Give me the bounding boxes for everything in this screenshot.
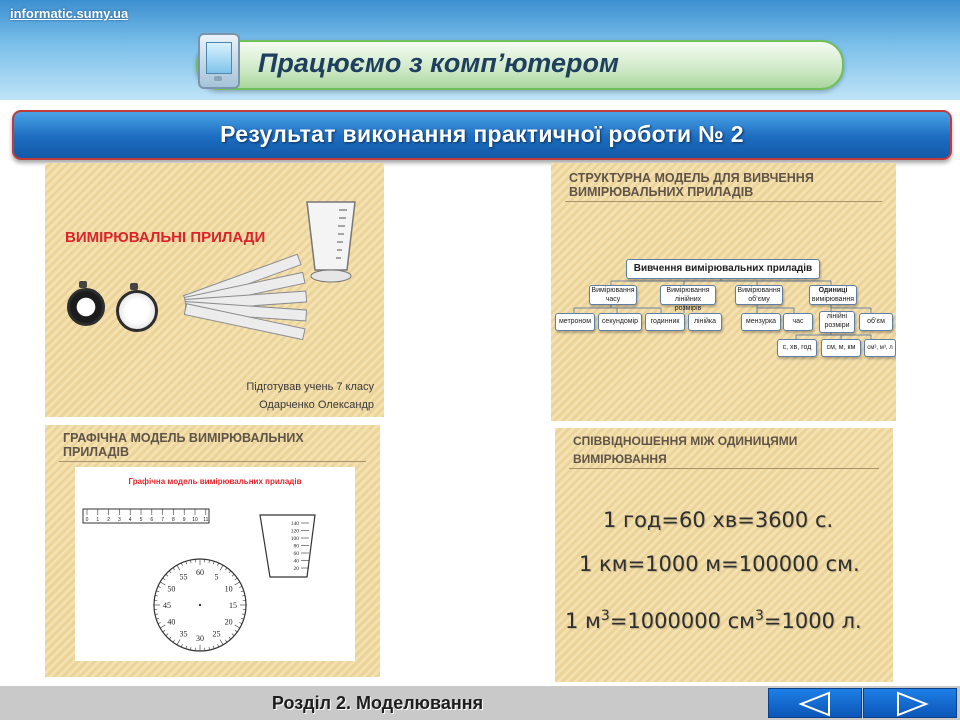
triangle-right-icon — [864, 689, 958, 719]
tree-category-units: Одиниці вимірювання — [809, 285, 857, 305]
graphic-model-canvas — [75, 467, 355, 661]
dial-number: 30 — [196, 634, 204, 643]
stopwatch-crown-icon — [79, 281, 87, 288]
credit-author-name: Одарченко Олександр — [259, 399, 374, 411]
tree-leaf-metronome: метроном — [555, 313, 595, 331]
equation-length: 1 км=1000 м=100000 см. — [579, 552, 860, 576]
slide-structural-model[interactable] — [551, 163, 896, 421]
beaker-tick-label: 80 — [294, 544, 300, 550]
slide-heading-line1: СПІВВІДНОШЕННЯ МІЖ ОДИНИЦЯМИ — [573, 434, 797, 448]
dial-number: 35 — [180, 630, 188, 639]
tree-leaf-ruler: лінійка — [688, 313, 722, 331]
ruler-tick-label: 5 — [140, 517, 143, 523]
tree-category-volume: Вимірювання об’єму — [735, 285, 783, 305]
tree-leaf-stopwatch: секундомір — [598, 313, 642, 331]
tree-unit-length: см, м, км — [821, 339, 861, 357]
prev-button[interactable] — [768, 688, 862, 718]
dial-number: 20 — [225, 618, 233, 627]
ruler-icon — [83, 509, 209, 523]
ruler-tick-label: 3 — [118, 517, 121, 523]
dial-number: 55 — [180, 572, 188, 581]
dial-number: 50 — [167, 585, 175, 594]
tree-leaf-time: час — [783, 313, 813, 331]
ruler-tick-label: 2 — [107, 517, 110, 523]
ruler-tick-label: 6 — [150, 517, 153, 523]
ruler-tick-label: 9 — [183, 517, 186, 523]
beaker-tick-label: 120 — [291, 529, 300, 535]
beaker-tick-label: 100 — [291, 536, 300, 542]
dial-number: 10 — [225, 585, 233, 594]
slide-heading-line2: ВИМІРЮВАЛЬНИХ ПРИЛАДІВ — [569, 185, 753, 199]
tree-category-time: Вимірювання часу — [589, 285, 637, 305]
heading-divider — [59, 461, 366, 462]
slide-unit-relations[interactable] — [555, 428, 893, 682]
next-button[interactable] — [863, 688, 957, 718]
slide-heading-line2: ПРИЛАДІВ — [63, 445, 129, 459]
slide-graphic-model[interactable] — [45, 425, 380, 677]
slide-heading-line1: СТРУКТУРНА МОДЕЛЬ ДЛЯ ВИВЧЕННЯ — [569, 171, 814, 185]
dial-number: 45 — [163, 601, 171, 610]
heading-divider — [569, 468, 879, 469]
tree-unit-time: с, хв, год — [777, 339, 817, 357]
tree-root-node: Вивчення вимірювальних приладів — [626, 259, 820, 279]
site-link[interactable]: informatic.sumy.ua — [10, 6, 128, 21]
title-pill — [196, 40, 844, 90]
beaker-tick-label: 20 — [294, 566, 300, 572]
stopwatch-icon — [67, 288, 105, 326]
ruler-tick-label: 4 — [129, 517, 132, 523]
page-title: Працюємо з комп’ютером — [258, 48, 619, 79]
measuring-cylinder-icon — [303, 198, 359, 286]
tree-unit-volume: см³, м³, л — [864, 339, 896, 357]
slide-measuring-instruments[interactable] — [45, 163, 384, 417]
dial-center — [199, 604, 201, 606]
tree-leaf-clock: годинник — [645, 313, 685, 331]
ruler-tick-label: 10 — [192, 517, 198, 523]
banner-text: Результат виконання практичної роботи № 2 — [220, 121, 744, 148]
equation-time: 1 год=60 хв=3600 с. — [603, 508, 833, 532]
graphic-model-drawing — [75, 467, 355, 661]
dial-number: 5 — [215, 572, 219, 581]
ruler-tick-label: 1 — [96, 517, 99, 523]
slide-heading: ВИМІРЮВАЛЬНІ ПРИЛАДИ — [65, 231, 265, 245]
ruler-tick-label: 0 — [86, 517, 89, 523]
beaker-tick-label: 60 — [294, 551, 300, 557]
dial-number: 25 — [213, 630, 221, 639]
tree-leaf-linear: лінійні розміри — [819, 311, 855, 333]
result-banner — [12, 110, 952, 160]
beaker-tick-label: 140 — [291, 521, 300, 527]
ruler-tick-label: 8 — [172, 517, 175, 523]
section-title: Розділ 2. Моделювання — [0, 693, 755, 714]
equation-volume: 1 $м^3=1000000$ $см^3=1000$ л. — [565, 608, 862, 633]
ruler-tick-label: 7 — [161, 517, 164, 523]
tree-leaf-beaker: мензурка — [741, 313, 781, 331]
beaker-tick-label: 40 — [294, 559, 300, 565]
slide-heading-line2: ВИМІРЮВАННЯ — [573, 452, 667, 466]
graphic-model-title: Графічна модель вимірювальних приладів — [75, 477, 355, 486]
computer-icon — [198, 33, 240, 89]
tree-leaf-volume: об’єм — [859, 313, 893, 331]
credit-author-class: Підготував учень 7 класу — [246, 381, 374, 393]
ruler-tick-label: 11 — [203, 517, 208, 523]
dial-number: 15 — [229, 601, 237, 610]
slide-heading-line1: ГРАФІЧНА МОДЕЛЬ ВИМІРЮВАЛЬНИХ — [63, 431, 304, 445]
stopwatch-icon — [116, 290, 158, 332]
tree-category-length: Вимірювання лінійних розмірів — [660, 285, 716, 305]
dial-number: 40 — [167, 618, 175, 627]
dial-number: 60 — [196, 568, 204, 577]
stopwatch-crown-icon — [130, 283, 138, 290]
triangle-left-icon — [769, 689, 863, 719]
